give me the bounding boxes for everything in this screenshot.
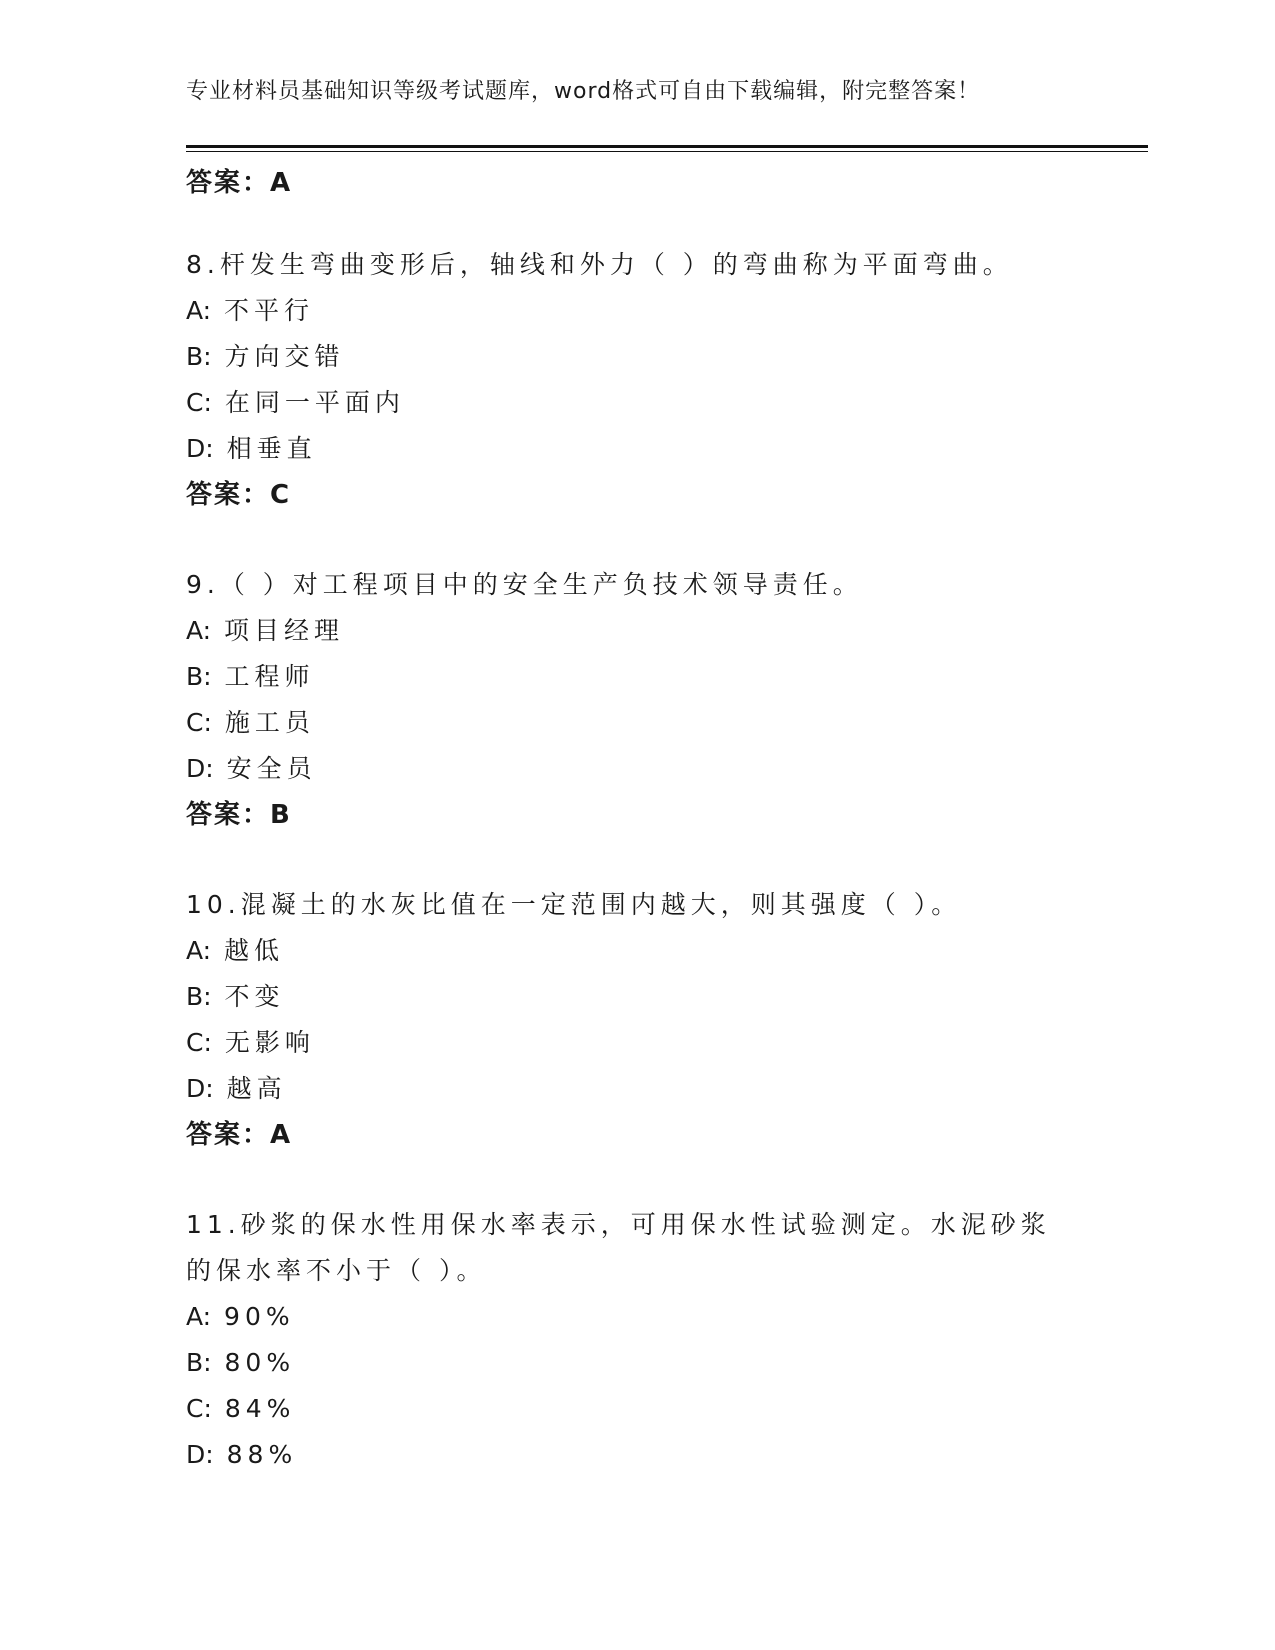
option-d: D: 88% bbox=[186, 1440, 298, 1469]
question-title: 8.杆发生弯曲变形后，轴线和外力（ ）的弯曲称为平面弯曲。 bbox=[186, 250, 1013, 279]
option-c: C: 在同一平面内 bbox=[186, 388, 405, 417]
option-a: A: 90% bbox=[186, 1302, 295, 1331]
option-c: C: 施工员 bbox=[186, 708, 315, 737]
question-title: 9.（ ）对工程项目中的安全生产负技术领导责任。 bbox=[186, 570, 863, 599]
question-block bbox=[186, 242, 1086, 518]
option-b: B: 工程师 bbox=[186, 662, 315, 691]
option-a: A: 项目经理 bbox=[186, 616, 345, 645]
option-d: D: 相垂直 bbox=[186, 434, 317, 463]
option-b: B: 方向交错 bbox=[186, 342, 345, 371]
option-c: C: 84% bbox=[186, 1394, 296, 1423]
answer-line: 答案：C bbox=[186, 480, 292, 510]
option-d: D: 安全员 bbox=[186, 754, 317, 783]
page-header: 专业材料员基础知识等级考试题库，word格式可自由下载编辑，附完整答案！ bbox=[186, 79, 981, 104]
question-block bbox=[186, 1202, 1086, 1478]
question-block bbox=[186, 882, 1086, 1158]
question-list bbox=[186, 160, 1086, 1522]
question-block bbox=[186, 562, 1086, 838]
answer-line: 答案：B bbox=[186, 800, 292, 830]
option-b: B: 不变 bbox=[186, 982, 285, 1011]
header-rule-thick bbox=[186, 145, 1148, 148]
option-d: D: 越高 bbox=[186, 1074, 287, 1103]
option-c: C: 无影响 bbox=[186, 1028, 315, 1057]
option-b: B: 80% bbox=[186, 1348, 296, 1377]
answer-line: 答案：A bbox=[186, 1120, 293, 1150]
option-a: A: 越低 bbox=[186, 936, 285, 965]
option-a: A: 不平行 bbox=[186, 296, 315, 325]
answer-line: 答案：A bbox=[186, 168, 293, 198]
header-rule-thin bbox=[186, 151, 1148, 152]
question-title: 11.砂浆的保水性用保水率表示，可用保水性试验测定。水泥砂浆的保水率不小于（ ）。 bbox=[186, 1210, 1051, 1285]
question-title: 10.混凝土的水灰比值在一定范围内越大，则其强度（ ）。 bbox=[186, 890, 962, 919]
